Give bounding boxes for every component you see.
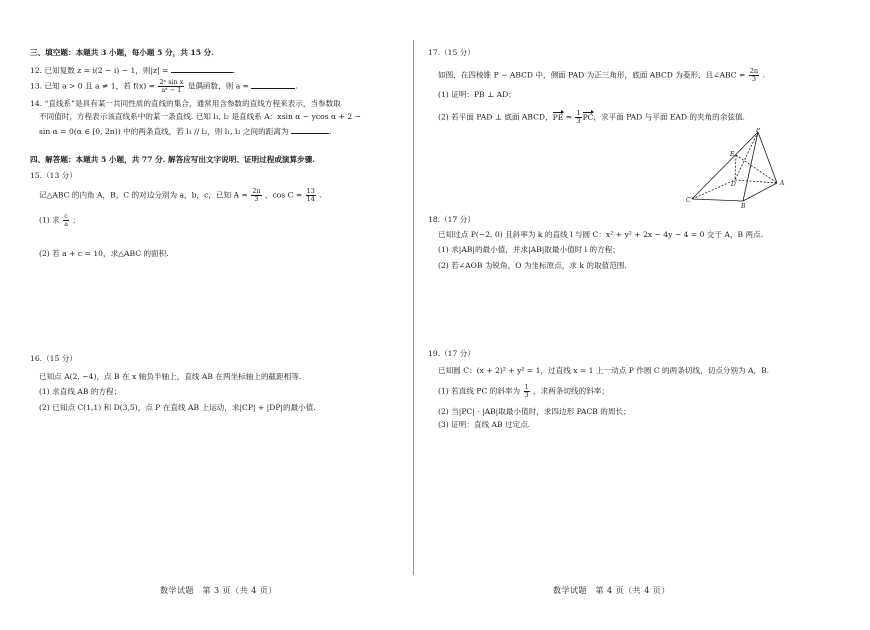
label-C: C: [686, 197, 691, 204]
fraction: $\frac{\text{2ˣ sin x}}{\text{aˣ − 1}}$: [159, 78, 184, 94]
page-3: [0, 0, 412, 630]
question-17-stem: 如图，在四棱锥 P − ABCD 中，侧面 PAD 为正三角形，底面 ABCD 为菱形，且∠ABC = $\frac{2\pi}{3}$ .: [438, 67, 765, 83]
page-footer: 数学试题 第 4 页（共 4 页）: [553, 586, 670, 595]
question-15-part-1: (1) 求 $\frac{c}{a}$ ；: [39, 212, 81, 228]
label-D: D: [731, 181, 736, 188]
question-14-line-1: 14. “直线系”是具有某一共同性质的直线的集合，通常用含参数的直线方程来表示，当参数取: [30, 99, 341, 108]
question-17-part-2: (2) 若平面 PAD ⊥ 底面 ABCD，PE = $\frac{1}{3}$ PC，求平面 PAD 与平面 EAD 的夹角的余弦值.: [438, 109, 745, 125]
question-19-part-2: (2) 当|PC| · |AB|取最小值时，求四边形 PACB 的周长；: [438, 407, 631, 416]
section-4-heading: 四、解答题：本题共 5 小题，共 77 分. 解答应写出文字说明、证明过程或演算步骤.: [30, 155, 315, 164]
page-4: [416, 0, 870, 630]
question-18-part-1: (1) 求|AB|的最小值，并求|AB|取最小值时 l 的方程；: [438, 245, 620, 254]
question-14-line-2: 不同值时，方程表示该直线系中的某一条直线. 已知 l₁, l₂ 是直线系 A：xsin α − ycos α + 2 −: [39, 112, 361, 121]
question-12: 12. 已知复数 z = i(2 − i) − 1，则|z| = .: [30, 66, 236, 75]
question-14-line-3: sin α = 0(α ∈ [0, 2π)) 中的两条直线，若 l₁ // l₂，则 l₁, l₂ 之间的距离为 .: [39, 127, 332, 136]
question-16-header: 16.（15 分）: [30, 354, 77, 363]
question-16-part-2: (2) 已知点 C(1,1) 和 D(3,5)，点 P 在直线 AB 上运动，求|CP| + |DP|的最小值.: [39, 403, 316, 412]
label-B: B: [741, 203, 746, 208]
question-19-stem: 已知圆 C：(x + 2)² + y² = 1，过直线 x = 1 上一动点 P 作圆 C 的两条切线，切点分别为 A，B.: [438, 366, 770, 375]
page-divider: [413, 40, 414, 575]
question-16-stem: 已知点 A(2, −4)，点 B 在 x 轴负半轴上，直线 AB 在两坐标轴上的截距相等.: [39, 372, 302, 381]
pyramid-figure: [686, 128, 798, 208]
question-15-stem: 记△ABC 的内角 A，B，C 的对边分别为 a，b，c，已知 A = $\frac{2\pi}{3}$ ，cos C = $\frac{13}{14}$ .: [39, 187, 322, 203]
question-17-header: 17.（15 分）: [428, 48, 475, 57]
answer-blank: [251, 80, 295, 89]
answer-blank: [291, 125, 329, 134]
answer-blank: [171, 64, 233, 73]
label-P: P: [756, 128, 761, 134]
question-18-header: 18.（17 分）: [428, 215, 475, 224]
question-19-part-3: (3) 证明：直线 AB 过定点.: [438, 420, 531, 429]
question-15-part-2: (2) 若 a + c = 10，求△ABC 的面积.: [39, 249, 169, 258]
question-19-part-1: (1) 若直线 PC 的斜率为 $\frac{1}{3}$ ，求两条切线的斜率；: [438, 383, 609, 399]
question-15-header: 15.（13 分）: [30, 171, 77, 180]
label-A: A: [780, 180, 785, 187]
section-3-heading: 三、填空题：本题共 3 小题，每小题 5 分，共 15 分.: [30, 48, 214, 57]
label-E: E: [730, 151, 735, 158]
question-18-part-2: (2) 若∠AOB 为锐角，O 为坐标原点，求 k 的取值范围.: [438, 261, 627, 270]
page-footer: 数学试题 第 3 页（共 4 页）: [160, 586, 277, 595]
question-16-part-1: (1) 求直线 AB 的方程；: [39, 387, 122, 396]
question-19-header: 19.（17 分）: [428, 349, 475, 358]
question-17-part-1: (1) 证明：PB ⊥ AD；: [438, 90, 516, 99]
question-18-stem: 已知过点 P(−2, 0) 且斜率为 k 的直线 l 与圆 C：x² + y² + 2x − 4y − 4 = 0 交于 A，B 两点.: [438, 230, 764, 239]
question-13: 13. 已知 a > 0 且 a ≠ 1，若 f(x) = $\frac{\text{2ˣ sin x}}{\text{aˣ − 1}}$ 是偶函数，则 a = .: [30, 78, 298, 94]
